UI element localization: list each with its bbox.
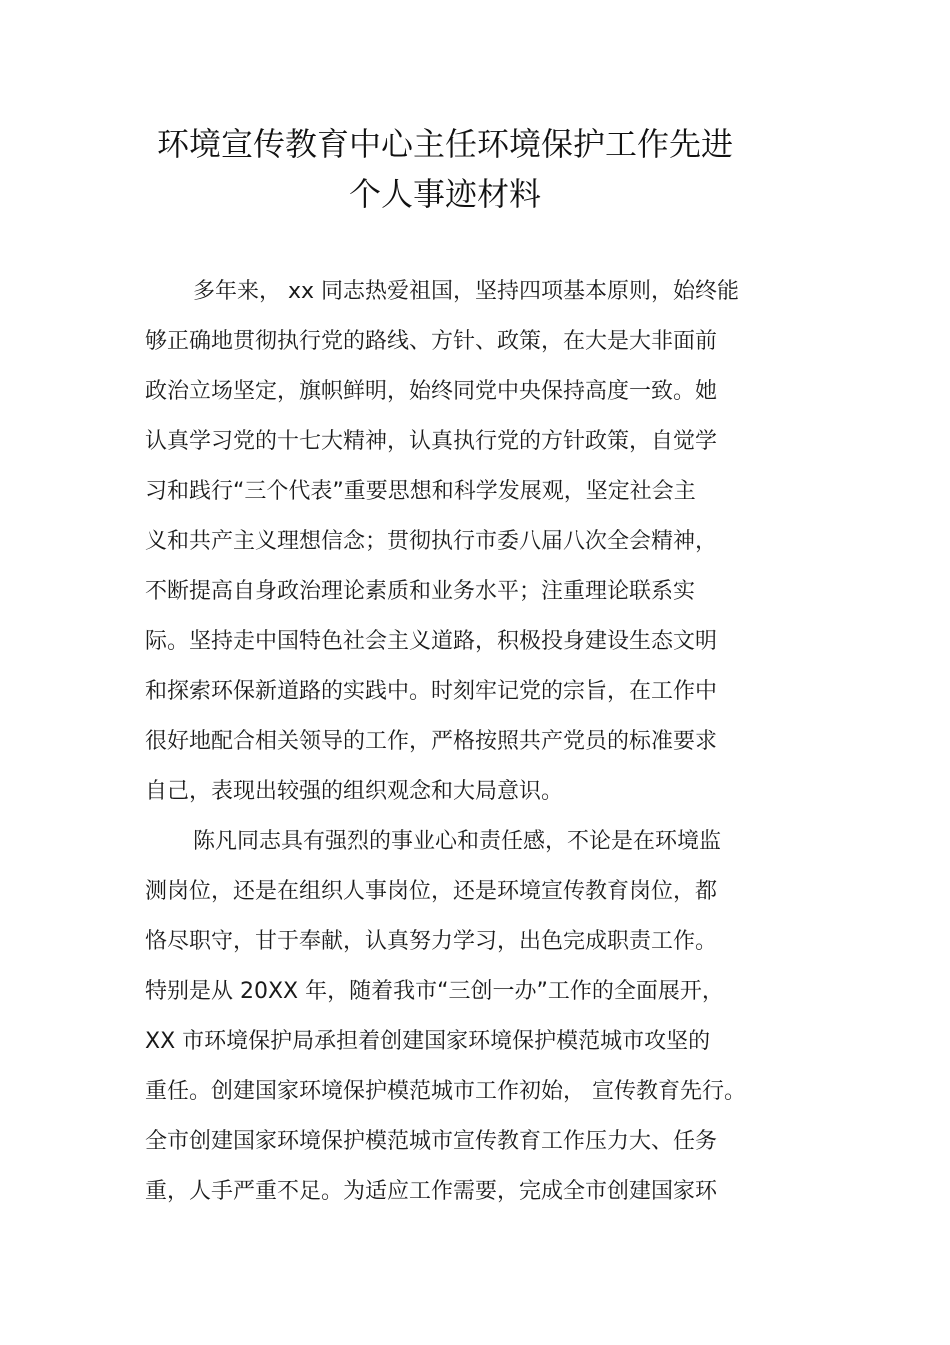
paragraph-1-line-4: 认真学习党的十七大精神，认真执行党的方针政策，自觉学	[145, 429, 718, 454]
paragraph-1-line-9: 和探索环保新道路的实践中。时刻牢记党的宗旨，在工作中	[145, 679, 718, 704]
document-title-line-1: 环境宣传教育中心主任环境保护工作先进	[156, 125, 733, 163]
paragraph-2-line-7: 全市创建国家环境保护模范城市宣传教育工作压力大、任务	[145, 1129, 718, 1154]
paragraph-1-line-8: 际。坚持走中国特色社会主义道路，积极投身建设生态文明	[145, 629, 718, 654]
paragraph-1-line-11: 自己，表现出较强的组织观念和大局意识。	[145, 779, 564, 804]
paragraph-2-line-6: 重任。创建国家环境保护模范城市工作初始， 宣传教育先行。	[145, 1079, 746, 1104]
paragraph-2-line-5: XX 市环境保护局承担着创建国家环境保护模范城市攻坚的	[145, 1029, 711, 1054]
paragraph-2-line-1: 陈凡同志具有强烈的事业心和责任感，不论是在环境监	[193, 829, 722, 854]
paragraph-1-line-3: 政治立场坚定，旗帜鲜明，始终同党中央保持高度一致。她	[145, 379, 718, 404]
paragraph-2-line-3: 恪尽职守，甘于奉献，认真努力学习，出色完成职责工作。	[145, 929, 718, 954]
paragraph-1-line-10: 很好地配合相关领导的工作，严格按照共产党员的标准要求	[145, 729, 718, 754]
paragraph-1-line-5: 习和践行“三个代表”重要思想和科学发展观，坚定社会主	[145, 479, 696, 504]
paragraph-2-line-4: 特别是从 20XX 年，随着我市“三创一办”工作的全面展开，	[145, 979, 724, 1004]
paragraph-2-line-2: 测岗位，还是在组织人事岗位，还是环境宣传教育岗位，都	[145, 879, 718, 904]
paragraph-1-line-1: 多年来， xx 同志热爱祖国，坚持四项基本原则，始终能	[193, 279, 740, 304]
paragraph-1-line-7: 不断提高自身政治理论素质和业务水平；注重理论联系实	[145, 579, 696, 604]
paragraph-2-line-8: 重，人手严重不足。为适应工作需要，完成全市创建国家环	[145, 1179, 718, 1204]
paragraph-1-line-2: 够正确地贯彻执行党的路线、方针、政策，在大是大非面前	[145, 329, 718, 354]
paragraph-1-line-6: 义和共产主义理想信念；贯彻执行市委八届八次全会精神，	[145, 529, 718, 554]
document-title-line-2: 个人事迹材料	[348, 175, 541, 213]
